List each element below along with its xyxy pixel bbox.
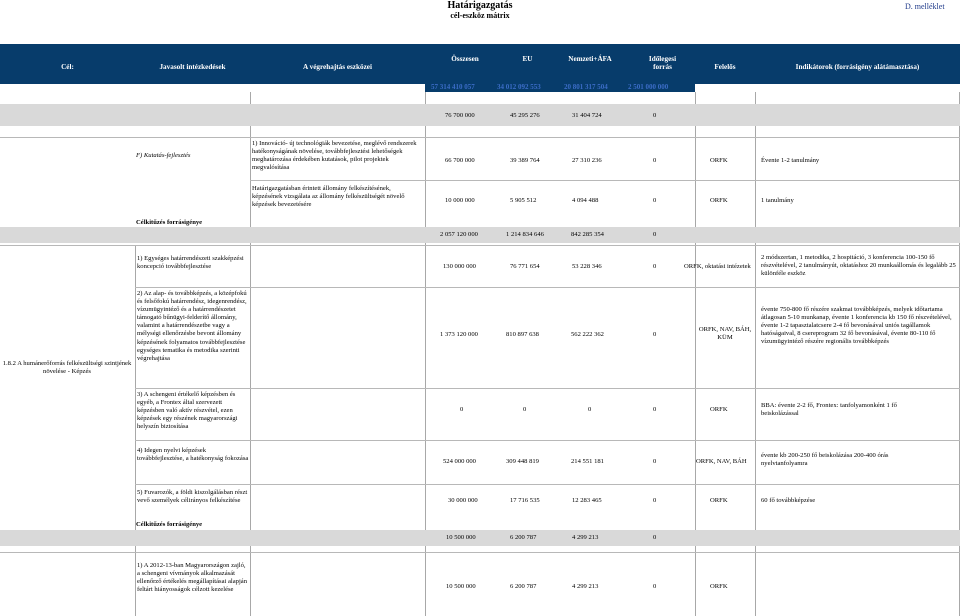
total-overall: 57 314 410 057 xyxy=(431,83,475,91)
training-row5-responsible: ORFK xyxy=(710,497,728,504)
organisation-row1-total: 10 500 000 xyxy=(446,583,476,590)
training-row5-total: 30 000 000 xyxy=(448,497,478,504)
training-row1-eu: 76 771 654 xyxy=(510,263,540,270)
training-row1-interim: 0 xyxy=(653,263,657,270)
col-header-tools: A végrehajtás eszközei xyxy=(303,63,372,71)
training-row2-eu: 810 897 638 xyxy=(506,331,539,338)
training-measure-5: 5) Fuvarozók, a földi kiszolgálásban részt vevő személyek célirányos felkészítése xyxy=(137,489,248,505)
training-row1-national: 53 228 346 xyxy=(572,263,602,270)
research-row1-responsible: ORFK xyxy=(710,157,728,164)
organisation-sum-band xyxy=(0,530,960,546)
organisation-row1-responsible: ORFK xyxy=(710,583,728,590)
training-row2-total: 1 373 120 000 xyxy=(440,331,478,338)
training-goal: 1.8.2 A humánerőforrás felkészültségi szintjének növelése - Képzés xyxy=(2,360,132,376)
research-row2-indicator: 1 tanulmány xyxy=(761,197,794,204)
col-header-goal: Cél: xyxy=(61,63,74,71)
organisation-sum-eu: 6 200 787 xyxy=(510,534,537,541)
research-row2-interim: 0 xyxy=(653,197,657,204)
research-sum-interim: 0 xyxy=(653,112,657,119)
training-sum-band xyxy=(0,227,960,243)
col-header-national: Nemzeti+ÁFA xyxy=(568,55,612,63)
col-header-total: Összesen xyxy=(451,55,479,63)
col-header-interim-line2: forrás xyxy=(653,63,672,72)
organisation-measure-1: 1) A 2012-13-ban Magyarországon zajló, a schengeni vívmányok alkalmazását ellenőrző értékelés megállapításai alapján feltárt hiányosságok célzott kezelése xyxy=(137,562,248,594)
training-row5-eu: 17 716 535 xyxy=(510,497,540,504)
col-header-interim-line1: Időlegesi xyxy=(648,55,677,63)
organisation-sum-interim: 0 xyxy=(653,534,657,541)
training-row4-interim: 0 xyxy=(653,458,657,465)
research-row2-total: 10 000 000 xyxy=(445,197,475,204)
training-row2-responsible: ORFK, NAV, BÁH, KÜM xyxy=(698,326,752,342)
research-measure-2: Határigazgatásban érintett állomány felkészítésének, képzésének vizsgálata az állomány felkészültségét növelő képzések bevezetésére xyxy=(252,185,405,209)
training-sum-interim: 0 xyxy=(653,231,657,238)
research-sum-band xyxy=(0,104,960,126)
page-title: Határigazgatás xyxy=(447,0,513,11)
training-row2-interim: 0 xyxy=(653,331,657,338)
training-row4-indicator: évente kb 200-250 fő beiskolázása 200-400 órás nyelvtanfolyamra xyxy=(761,452,889,468)
training-row3-total: 0 xyxy=(460,406,464,413)
organisation-section-label: Célkitűzés forrásigénye xyxy=(136,521,203,528)
page-subtitle: cél-eszköz mátrix xyxy=(450,11,510,20)
col-header-interim xyxy=(630,55,695,72)
total-national: 20 801 317 504 xyxy=(564,83,608,91)
training-measure-4: 4) Idegen nyelvi képzések továbbfejlesztése, a hatékonyság fokozása xyxy=(137,447,249,463)
training-row3-eu: 0 xyxy=(523,406,527,413)
research-row1-total: 66 700 000 xyxy=(445,157,475,164)
research-goal: F) Kutatás-fejlesztés xyxy=(136,152,191,159)
training-measure-3: 3) A schengeni értékelő képzésben és egyéb, a Frontex által szervezett képzésben való aktív részvétel, ezen képzések egy részének magyarországi helyszín biztosítása xyxy=(137,391,238,431)
training-row3-national: 0 xyxy=(588,406,592,413)
research-row1-eu: 39 389 764 xyxy=(510,157,540,164)
research-row2-eu: 5 905 512 xyxy=(510,197,537,204)
training-row5-national: 12 283 465 xyxy=(572,497,602,504)
training-row3-responsible: ORFK xyxy=(710,406,728,413)
total-interim: 2 501 000 000 xyxy=(628,83,669,91)
training-sum-total: 2 057 120 000 xyxy=(440,231,478,238)
training-sum-eu: 1 214 834 646 xyxy=(506,231,544,238)
organisation-row1-interim: 0 xyxy=(653,583,657,590)
research-measure-1: 1) Innováció- új technológiák bevezetése, meglévő rendszerek hatékonyságának növelése, továbbfejlesztési lehetőségek meghatározása érdekében kutatások, pilot projektek megvalósítása xyxy=(252,140,417,172)
annex-label: D. melléklet xyxy=(905,2,945,11)
training-row2-indicator: évente 750-800 fő részére szakmai továbbképzés, melyek időtartama átlagosan 5-10 munkanap, évente 1 konferencia kb 150 fő részvételével, évente 1-2 tapasztalatcsere 2-4 fő bevonásával uniós tagállamok hatóságaival, 8 csereprogram 32 fő bevonásával, évente 80-110 fő vízumügyintéző részére regionális továbbképzés xyxy=(761,306,952,346)
col-header-measures: Javasolt intézkedések xyxy=(159,63,226,71)
training-row1-responsible: ORFK, oktatási intézetek xyxy=(684,263,751,270)
research-row1-national: 27 310 236 xyxy=(572,157,602,164)
training-sum-national: 842 285 354 xyxy=(571,231,604,238)
research-row1-interim: 0 xyxy=(653,157,657,164)
total-eu: 34 012 092 553 xyxy=(497,83,541,91)
training-row2-national: 562 222 362 xyxy=(571,331,604,338)
research-row2-responsible: ORFK xyxy=(710,197,728,204)
training-row4-total: 524 000 000 xyxy=(443,458,476,465)
training-row4-national: 214 551 181 xyxy=(571,458,604,465)
training-row1-indicator: 2 módszertan, 1 metodika, 2 hospitáció, 3 konferencia 100-150 fő részvételével, 2 tanulmányút, oktatáshoz 20 munkaállomás és legalább 25 különféle eszköz xyxy=(761,254,956,278)
organisation-sum-national: 4 299 213 xyxy=(572,534,599,541)
training-row4-responsible: ORFK, NAV, BÁH xyxy=(696,458,747,465)
training-row4-eu: 309 448 819 xyxy=(506,458,539,465)
research-row2-national: 4 094 488 xyxy=(572,197,599,204)
training-measure-1: 1) Egységes határrendészeti szakképzési koncepció továbbfejlesztése xyxy=(137,255,244,271)
training-measure-2: 2) Az alap- és továbbképzés, a középfokú és felsőfokú határrendész, idegenrendész, vízumügyintéző és a határrendészetet támogató bűnügyi-felderítő állomány, valamint a határrendészetbe vagy a mélységi ellenőrzésbe bevont állomány képzésének folyamatos továbbfejlesztése egységes tematika és metodika szerinti végrehajtása xyxy=(137,290,247,362)
organisation-row1-national: 4 299 213 xyxy=(572,583,599,590)
research-sum-eu: 45 295 276 xyxy=(510,112,540,119)
training-row5-indicator: 60 fő továbbképzése xyxy=(761,497,816,504)
organisation-row1-eu: 6 200 787 xyxy=(510,583,537,590)
training-row3-interim: 0 xyxy=(653,406,657,413)
col-header-indicators: Indikátorok (forrásigény alátámasztása) xyxy=(795,63,920,71)
training-row3-indicator: BBA: évente 2-2 fő, Frontex: tanfolyamonként 1 fő beiskolázással xyxy=(761,402,897,418)
organisation-sum-total: 10 500 000 xyxy=(446,534,476,541)
col-header-responsible: Felelős xyxy=(714,63,736,71)
training-section-label: Célkitűzés forrásigénye xyxy=(136,219,203,226)
training-row1-total: 130 000 000 xyxy=(443,263,476,270)
research-row1-indicator: Évente 1-2 tanulmány xyxy=(761,157,820,164)
col-header-eu: EU xyxy=(522,55,533,63)
research-sum-national: 31 404 724 xyxy=(572,112,602,119)
research-sum-total: 76 700 000 xyxy=(445,112,475,119)
training-row5-interim: 0 xyxy=(653,497,657,504)
